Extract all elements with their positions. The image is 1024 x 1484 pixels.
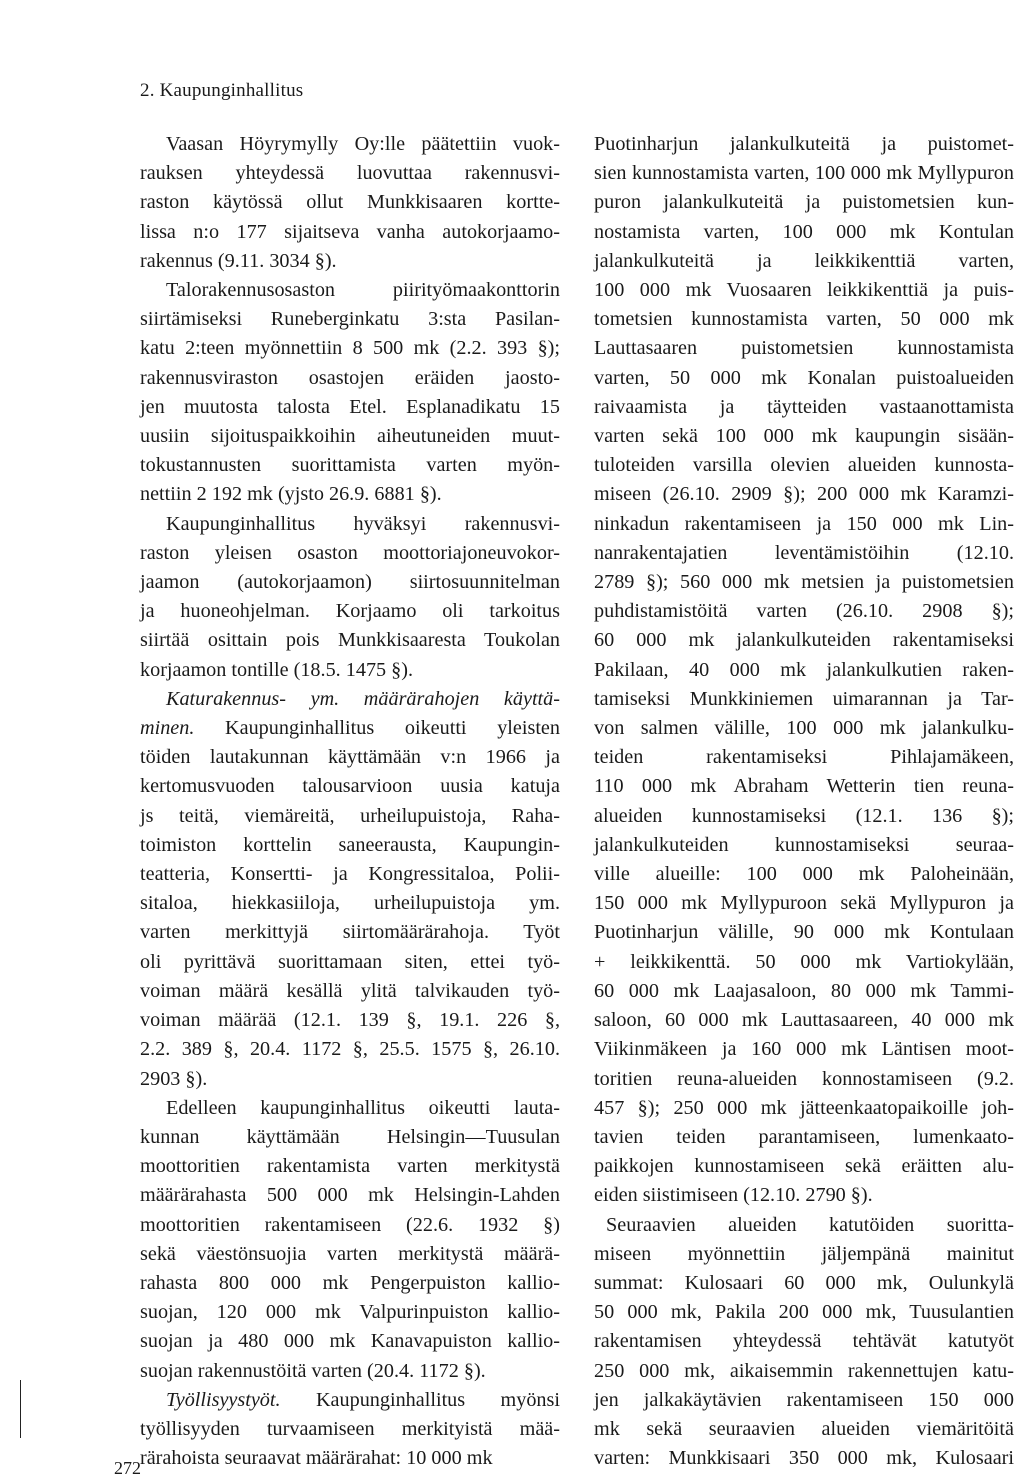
text-line — [594, 568, 1014, 597]
line-text: Talorakennusosaston piirityömaakonttorin — [166, 279, 560, 302]
text-line — [594, 977, 1014, 1006]
text-line — [594, 188, 1014, 217]
text-line — [140, 451, 560, 480]
line-text: varten sekä 100 000 mk kaupungin sisään- — [594, 425, 1014, 448]
text-line — [594, 1269, 1014, 1298]
text-line — [594, 743, 1014, 772]
text-line — [594, 451, 1014, 480]
text-line — [140, 510, 560, 539]
line-text: sekä väestönsuojia varten merkitystä määrä- — [140, 1242, 560, 1265]
text-line — [140, 1211, 560, 1240]
line-text: miseen myönnettiin jäljempänä mainitut — [594, 1242, 1014, 1265]
text-line — [140, 305, 560, 334]
line-text: tavien teiden parantamiseen, lumenkaato- — [594, 1125, 1014, 1148]
text-line — [140, 247, 560, 276]
text-line — [594, 1123, 1014, 1152]
text-line — [594, 1240, 1014, 1269]
text-line — [594, 1327, 1014, 1356]
line-text: Lauttasaaren puistometsien kunnostamista — [594, 337, 1014, 360]
text-line — [594, 656, 1014, 685]
text-line — [594, 831, 1014, 860]
line-text: saloon, 60 000 mk Lauttasaareen, 40 000 mk — [594, 1009, 1014, 1032]
text-line — [594, 860, 1014, 889]
line-text: Kaupunginhallitus myönsi — [280, 1388, 560, 1411]
line-text: sien kunnostamista varten, 100 000 mk Myllypuron — [594, 162, 1014, 185]
line-text: ninkadun rakentamiseen ja 150 000 mk Lin- — [594, 512, 1014, 535]
line-text: rauksen yhteydessä luovuttaa rakennusvi- — [140, 162, 560, 185]
text-line — [140, 334, 560, 363]
text-line — [594, 1357, 1014, 1386]
text-line — [140, 364, 560, 393]
line-text: puhdistamistöitä varten (26.10. 2908 §); — [594, 600, 1014, 623]
text-line — [140, 218, 560, 247]
line-text: Edelleen kaupunginhallitus oikeutti lauta- — [166, 1096, 560, 1119]
text-line — [594, 1181, 1014, 1210]
line-text: suojan ja 480 000 mk Kanavapuiston kallio- — [140, 1330, 560, 1353]
text-line — [140, 597, 560, 626]
line-text: suojan rakennustöitä varten (20.4. 1172 §). — [140, 1359, 486, 1382]
text-line — [140, 918, 560, 947]
line-text: + leikkikenttä. 50 000 mk Vartiokylään, — [594, 950, 1014, 973]
line-text: Viikinmäkeen ja 160 000 mk Läntisen moot- — [594, 1038, 1014, 1061]
text-line — [594, 918, 1014, 947]
text-line — [594, 772, 1014, 801]
line-text: moottoritien rakentamista varten merkitystä — [140, 1155, 560, 1178]
line-text: tokustannusten suorittamista varten myön- — [140, 454, 560, 477]
line-text: teatteria, Konsertti- ja Kongressitaloa, Polii- — [140, 863, 560, 886]
italic-heading: minen. — [140, 717, 195, 740]
text-line — [140, 1006, 560, 1035]
text-line — [594, 889, 1014, 918]
text-line — [594, 714, 1014, 743]
text-line — [140, 1298, 560, 1327]
line-text: työllisyyden turvaamiseen merkityistä mää- — [140, 1417, 560, 1440]
text-line — [140, 626, 560, 655]
text-line — [140, 276, 560, 305]
line-text: von salmen välille, 100 000 mk jalankulku- — [594, 717, 1014, 740]
line-text: mk sekä seuraavien alueiden viemäritöitä — [594, 1417, 1014, 1440]
text-line — [140, 1357, 560, 1386]
text-line — [594, 1386, 1014, 1415]
line-text: rakennusviraston osastojen eräiden jaosto- — [140, 366, 560, 389]
line-text: nettiin 2 192 mk (yjsto 26.9. 6881 §). — [140, 483, 442, 506]
line-text: 50 000 mk, Pakila 200 000 mk, Tuusulantien — [594, 1301, 1014, 1324]
line-text: Puotinharjun välille, 90 000 mk Kontulaan — [594, 921, 1014, 944]
text-line — [594, 393, 1014, 422]
line-text: js teitä, viemäreitä, urheilupuistoja, Raha- — [140, 804, 560, 827]
line-text: siirtämiseksi Runeberginkatu 3:sta Pasilan- — [140, 308, 560, 331]
line-text: lissa n:o 177 sijaitseva vanha autokorjaamo- — [140, 220, 560, 243]
line-text: 60 000 mk jalankulkuteiden rakentamiseksi — [594, 629, 1014, 652]
line-text: kertomusvuoden talousarvioon uusia katuja — [140, 775, 560, 798]
text-line — [140, 889, 560, 918]
text-line — [594, 539, 1014, 568]
line-text: tuloteiden varsilla olevien alueiden kunnosta- — [594, 454, 1014, 477]
line-text: rahasta 800 000 mk Pengerpuiston kallio- — [140, 1271, 560, 1294]
line-text: sitaloa, hiekkasiiloja, urheilupuistoja ym. — [140, 892, 560, 915]
line-text: uusiin sijoituspaikkoihin aiheutuneiden muut- — [140, 425, 560, 448]
text-line — [140, 685, 560, 714]
line-text: rakennus (9.11. 3034 §). — [140, 249, 337, 272]
line-text: teiden rakentamiseksi Pihlajamäkeen, — [594, 746, 1014, 769]
text-line — [140, 1094, 560, 1123]
line-text: nostamista varten, 100 000 mk Kontulan — [594, 220, 1014, 243]
text-line — [594, 1298, 1014, 1327]
line-text: ja huoneohjelman. Korjaamo oli tarkoitus — [140, 600, 560, 623]
line-text: Puotinharjun jalankulkuteitä ja puistomet- — [594, 133, 1014, 155]
line-text: 60 000 mk Laajasaloon, 80 000 mk Tammi- — [594, 979, 1014, 1002]
text-line — [140, 1181, 560, 1210]
text-line — [594, 510, 1014, 539]
line-text: 110 000 mk Abraham Wetterin tien reuna- — [594, 775, 1014, 798]
line-text: toimiston korttelin saneerausta, Kaupungin- — [140, 833, 560, 856]
italic-heading: Katurakennus- ym. määrärahojen käyttä- — [166, 687, 560, 710]
line-text: oli pyrittävä suorittamaan siten, ettei työ- — [140, 950, 560, 973]
line-text: suojan, 120 000 mk Valpurinpuiston kallio- — [140, 1301, 560, 1324]
text-line — [140, 743, 560, 772]
line-text: määrärahasta 500 000 mk Helsingin-Lahden — [140, 1184, 560, 1207]
line-text: voiman määrää (12.1. 139 §, 19.1. 226 §, — [140, 1009, 560, 1032]
text-line — [140, 802, 560, 831]
text-line — [594, 1211, 1014, 1240]
text-line — [140, 860, 560, 889]
text-line — [594, 276, 1014, 305]
text-line — [140, 1386, 560, 1415]
text-line — [594, 1094, 1014, 1123]
text-line — [140, 1065, 560, 1094]
text-line — [140, 480, 560, 509]
line-text: Pakilaan, 40 000 mk jalankulkutien raken- — [594, 658, 1014, 681]
text-line — [140, 130, 560, 159]
text-line — [594, 1006, 1014, 1035]
text-line — [594, 247, 1014, 276]
text-line — [594, 159, 1014, 188]
text-line — [140, 772, 560, 801]
line-text: siirtää osittain pois Munkkisaaresta Toukolan — [140, 629, 560, 652]
text-line — [594, 422, 1014, 451]
text-line — [594, 130, 1014, 159]
text-line — [594, 305, 1014, 334]
line-text: ville alueille: 100 000 mk Paloheinään, — [594, 863, 1014, 886]
line-text: varten merkittyjä siirtomäärärahoja. Työt — [140, 921, 560, 944]
text-line — [140, 568, 560, 597]
text-line — [140, 948, 560, 977]
line-text: 100 000 mk Vuosaaren leikkikenttiä ja puis- — [594, 279, 1014, 302]
left-column — [140, 130, 560, 1473]
line-text: Kaupunginhallitus oikeutti yleisten — [194, 717, 560, 740]
text-line — [594, 685, 1014, 714]
text-line — [594, 1415, 1014, 1444]
line-text: jen muutosta talosta Etel. Esplanadikatu 15 — [140, 395, 560, 418]
line-text: summat: Kulosaari 60 000 mk, Oulunkylä — [594, 1271, 1014, 1294]
text-line — [140, 422, 560, 451]
text-line — [594, 364, 1014, 393]
text-line — [140, 1415, 560, 1444]
line-text: jalankulkuteiden kunnostamiseksi seuraa- — [594, 833, 1014, 856]
text-line — [594, 1152, 1014, 1181]
text-line — [140, 831, 560, 860]
right-column — [594, 130, 1014, 1473]
line-text: toritien reuna-alueiden konnostamiseen (9.2. — [594, 1067, 1014, 1090]
line-text: korjaamon tontille (18.5. 1475 §). — [140, 658, 414, 681]
text-line — [140, 977, 560, 1006]
line-text: 2.2. 389 §, 20.4. 1172 §, 25.5. 1575 §, 26.10. — [140, 1038, 560, 1061]
line-text: voiman määrä kesällä ylitä talvikauden työ- — [140, 979, 560, 1002]
italic-heading: Työllisyystyöt. — [166, 1388, 281, 1411]
line-text: 150 000 mk Myllypuroon sekä Myllypuron ja — [594, 892, 1014, 915]
line-text: puron jalankulkuteitä ja puistometsien kun- — [594, 191, 1014, 214]
line-text: miseen (26.10. 2909 §); 200 000 mk Karamzi- — [594, 483, 1014, 506]
line-text: Seuraavien alueiden katutöiden suoritta- — [606, 1213, 1014, 1236]
text-line — [140, 1240, 560, 1269]
text-line — [594, 597, 1014, 626]
text-line — [140, 1444, 560, 1473]
line-text: 2903 §). — [140, 1067, 208, 1090]
line-text: töiden lautakunnan käyttämään v:n 1966 ja — [140, 746, 560, 769]
line-text: tamiseksi Munkkiniemen uimarannan ja Tar- — [594, 687, 1014, 710]
line-text: eiden siistimiseen (12.10. 2790 §). — [594, 1184, 873, 1207]
margin-rule — [20, 1380, 21, 1438]
text-line — [140, 1035, 560, 1064]
line-text: kunnan käyttämään Helsingin—Tuusulan — [140, 1125, 560, 1148]
line-text: Kaupunginhallitus hyväksyi rakennusvi- — [166, 512, 560, 535]
line-text: tometsien kunnostamista varten, 50 000 mk — [594, 308, 1014, 331]
page-number: 272 — [114, 1458, 141, 1478]
line-text: 2789 §); 560 000 mk metsien ja puistometsien — [594, 571, 1014, 594]
text-line — [140, 656, 560, 685]
running-head: 2. Kaupunginhallitus — [140, 80, 304, 101]
line-text: raston käytössä ollut Munkkisaaren kortte- — [140, 191, 560, 214]
line-text: katu 2:teen myönnettiin 8 500 mk (2.2. 393 §); — [140, 337, 560, 360]
text-line — [140, 1123, 560, 1152]
text-line — [140, 188, 560, 217]
line-text: varten, 50 000 mk Konalan puistoalueiden — [594, 366, 1014, 389]
text-line — [594, 1035, 1014, 1064]
text-line — [594, 1065, 1014, 1094]
line-text: rakentamisen yhteydessä tehtävät katutyöt — [594, 1330, 1014, 1353]
line-text: 250 000 mk, aikaisemmin rakennettujen katu- — [594, 1359, 1014, 1382]
line-text: paikkojen kunnostamiseen sekä eräitten alu- — [594, 1155, 1014, 1178]
line-text: jalankulkuteitä ja leikkikenttiä varten, — [594, 249, 1014, 272]
line-text: raivaamista ja täytteiden vastaanottamista — [594, 395, 1014, 418]
text-line — [594, 334, 1014, 363]
line-text: jen jalkakäytävien rakentamiseen 150 000 — [594, 1388, 1014, 1411]
text-line — [140, 1152, 560, 1181]
text-line — [140, 1269, 560, 1298]
line-text: alueiden kunnostamiseksi (12.1. 136 §); — [594, 804, 1014, 827]
text-line — [594, 802, 1014, 831]
text-line — [140, 714, 560, 743]
line-text: nanrakentajatien leventämistöihin (12.10. — [594, 541, 1014, 564]
text-line — [140, 539, 560, 568]
text-line — [594, 1444, 1014, 1473]
text-line — [140, 393, 560, 422]
line-text: rärahoista seuraavat määrärahat: 10 000 mk — [140, 1447, 493, 1470]
text-line — [594, 218, 1014, 247]
line-text: moottoritien rakentamiseen (22.6. 1932 §) — [140, 1213, 560, 1236]
text-line — [594, 948, 1014, 977]
text-line — [594, 480, 1014, 509]
text-line — [140, 159, 560, 188]
line-text: raston yleisen osaston moottoriajoneuvokor- — [140, 541, 560, 564]
line-text: jaamon (autokorjaamon) siirtosuunnitelman — [140, 571, 560, 594]
text-line — [140, 1327, 560, 1356]
line-text: varten: Munkkisaari 350 000 mk, Kulosaari — [594, 1447, 1014, 1470]
line-text: 457 §); 250 000 mk jätteenkaatopaikoille joh- — [594, 1096, 1014, 1119]
text-line — [594, 626, 1014, 655]
line-text: Vaasan Höyrymylly Oy:lle päätettiin vuok- — [166, 133, 560, 155]
